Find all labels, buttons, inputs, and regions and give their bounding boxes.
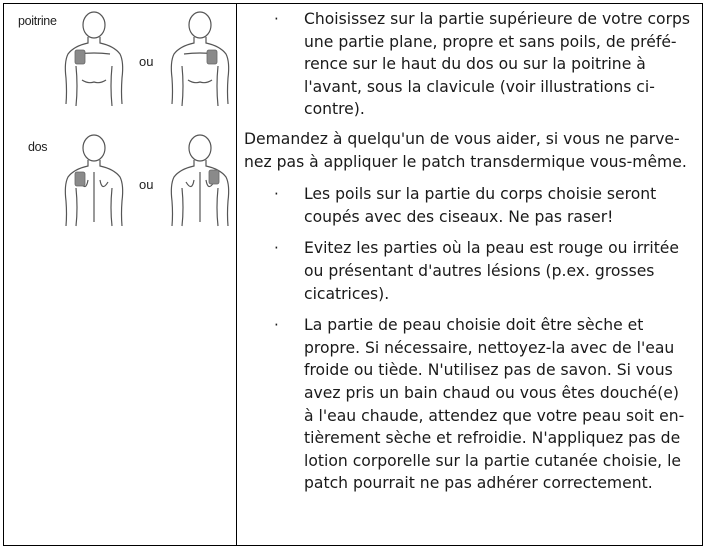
text-line: Evitez les parties où la peau est rouge ou irritée: [304, 239, 679, 258]
list-item: [242, 237, 700, 305]
text-line: froide ou tiède. N'utilisez pas de savon. Si vous: [304, 361, 673, 380]
bullet: ·: [274, 239, 279, 258]
text-line: à l'eau chaude, attendez que votre peau soit en-: [304, 406, 685, 425]
text-line: rence sur le haut du dos ou sur la poitrine à: [304, 55, 646, 74]
text-line: Demandez à quelqu'un de vous aider, si vous ne parve-: [244, 129, 680, 148]
or-label-chest: ou: [139, 54, 154, 69]
text-line: patch pourrait ne pas adhérer correctement.: [304, 474, 653, 493]
text-line: Choisissez sur la partie supérieure de votre corps: [304, 10, 691, 28]
text-line: lotion corporelle sur la partie cutanée choisie, le: [304, 451, 681, 470]
back-label: dos: [28, 140, 48, 154]
instructions-column: [242, 8, 700, 495]
list-item: [242, 183, 700, 228]
back-figure-right: [166, 132, 236, 230]
text-line: La partie de peau choisie doit être sèche et: [304, 316, 644, 335]
bullet: ·: [274, 10, 279, 28]
text-line: contre).: [304, 100, 365, 119]
or-label-back: ou: [139, 177, 154, 192]
text-line: cicatrices).: [304, 284, 390, 303]
chest-figure-left: [58, 8, 128, 110]
text-line: propre. Si nécessaire, nettoyez-la avec de l'eau: [304, 338, 675, 357]
chest-figure-right: [166, 8, 236, 110]
text-line: une partie plane, propre et sans poils, de préfé-: [304, 32, 677, 51]
text-line: avez pris un bain chaud ou vous êtes douché(e): [304, 383, 679, 402]
list-item: [242, 8, 700, 121]
text-line: nez pas à appliquer le patch transdermique vous-même.: [244, 152, 687, 171]
text-line: coupés avec des ciseaux. Ne pas raser!: [304, 207, 614, 226]
text-line: tièrement sèche et refroidie. N'appliquez pas de: [304, 429, 681, 448]
bullet: ·: [274, 316, 279, 335]
text-line: Les poils sur la partie du corps choisie seront: [304, 185, 657, 204]
text-line: l'avant, sous la clavicule (voir illustrations ci-: [304, 77, 655, 96]
column-divider: [236, 3, 237, 546]
help-paragraph: [242, 128, 700, 173]
bullet: ·: [274, 185, 279, 204]
chest-label: poitrine: [18, 14, 57, 28]
text-line: ou présentant d'autres lésions (p.ex. grosses: [304, 261, 655, 280]
list-item: [242, 314, 700, 495]
back-figure-left: [58, 132, 128, 230]
